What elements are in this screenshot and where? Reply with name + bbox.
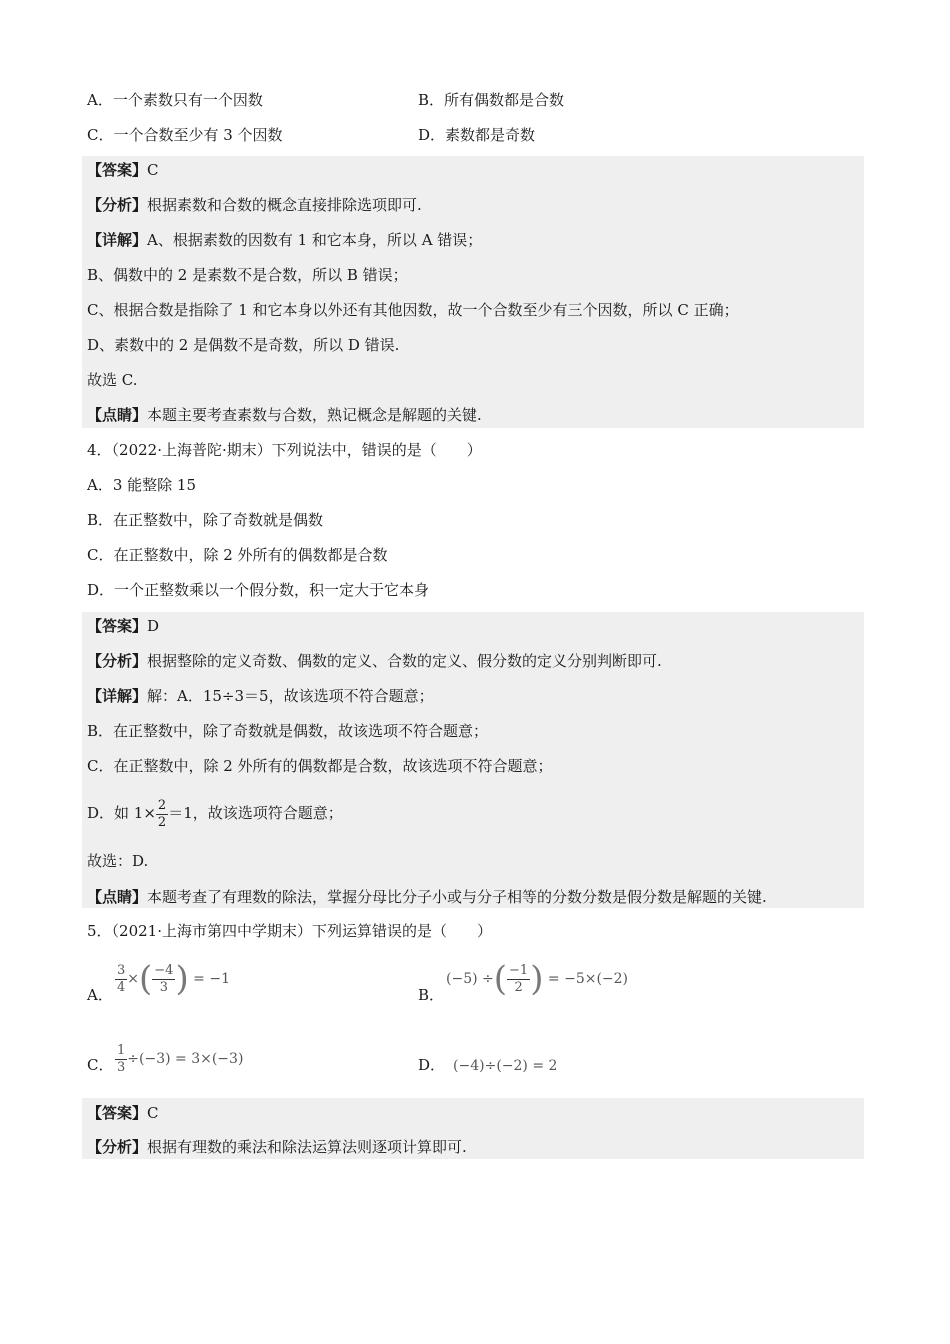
- q5-answer: 【答案】C: [87, 1104, 159, 1122]
- q4-detail-line: 【详解】解：A．15÷3＝5，故该选项不符合题意；: [87, 687, 434, 705]
- q4-stem: 4．（2022·上海普陀·期末）下列说法中，错误的是（ ）: [87, 441, 482, 459]
- q4-answer: 【答案】D: [87, 617, 160, 635]
- q5-analysis: 【分析】根据有理数的乘法和除法运算法则逐项计算即可.: [87, 1138, 467, 1156]
- q3-detail-line: D、素数中的 2 是偶数不是奇数，所以 D 错误.: [87, 336, 400, 354]
- q3-choose: 故选 C.: [87, 371, 138, 389]
- q5-option-d: D． (−4)÷(−2) = 2: [418, 1056, 558, 1074]
- q5-stem: 5．（2021·上海市第四中学期末）下列运算错误的是（ ）: [87, 922, 492, 940]
- q3-option-c: C．一个合数至少有 3 个因数: [87, 126, 283, 144]
- q4-option: D．一个正整数乘以一个假分数，积一定大于它本身: [87, 581, 430, 599]
- q3-option-d: D．素数都是奇数: [418, 126, 536, 144]
- q3-option-a: A．一个素数只有一个因数: [87, 91, 263, 109]
- q4-choose: 故选：D.: [87, 852, 149, 870]
- q4-comment: 【点睛】本题考查了有理数的除法，掌握分母比分子小或与分子相等的分数分数是假分数是解题的关键.: [87, 888, 767, 906]
- fraction: $\frac{2}{2}$: [157, 797, 167, 830]
- q5-option-a: A． $\frac{3}{4}$ ×( $\frac{-4}{3}$ ) = −1: [87, 959, 230, 1004]
- q3-analysis: 【分析】根据素数和合数的概念直接排除选项即可.: [87, 196, 422, 214]
- q4-detail-line: B．在正整数中，除了奇数就是偶数，故该选项不符合题意；: [87, 722, 489, 740]
- q3-detail-line: 【详解】A、根据素数的因数有 1 和它本身，所以 A 错误；: [87, 231, 483, 249]
- q4-option: A．3 能整除 15: [87, 476, 196, 494]
- q3-detail-line: C、根据合数是指除了 1 和它本身以外还有其他因数，故一个合数至少有三个因数，所以 C 正确；: [87, 301, 739, 319]
- q4-detail-line-d: D．如 1× $\frac{2}{2}$ ＝1，故该选项符合题意；: [87, 797, 343, 830]
- q4-option: B．在正整数中，除了奇数就是偶数: [87, 511, 324, 529]
- q3-answer: 【答案】C: [87, 161, 159, 179]
- q3-option-b: B．所有偶数都是合数: [418, 91, 565, 109]
- q4-analysis: 【分析】根据整除的定义奇数、偶数的定义、合数的定义、假分数的定义分别判断即可.: [87, 652, 662, 670]
- q4-detail-line: C．在正整数中，除 2 外所有的偶数都是合数，故该选项不符合题意；: [87, 757, 553, 775]
- q3-detail-line: B、偶数中的 2 是素数不是合数，所以 B 错误；: [87, 266, 408, 284]
- q5-option-b: B． (−5) ÷( $\frac{-1}{2}$ ) = −5×(−2): [418, 959, 629, 1004]
- q4-option: C．在正整数中，除 2 外所有的偶数都是合数: [87, 546, 388, 564]
- q5-option-c: C． $\frac{1}{3}$ ÷(−3) = 3×(−3): [87, 1042, 244, 1075]
- q3-comment: 【点睛】本题主要考查素数与合数，熟记概念是解题的关键.: [87, 406, 482, 424]
